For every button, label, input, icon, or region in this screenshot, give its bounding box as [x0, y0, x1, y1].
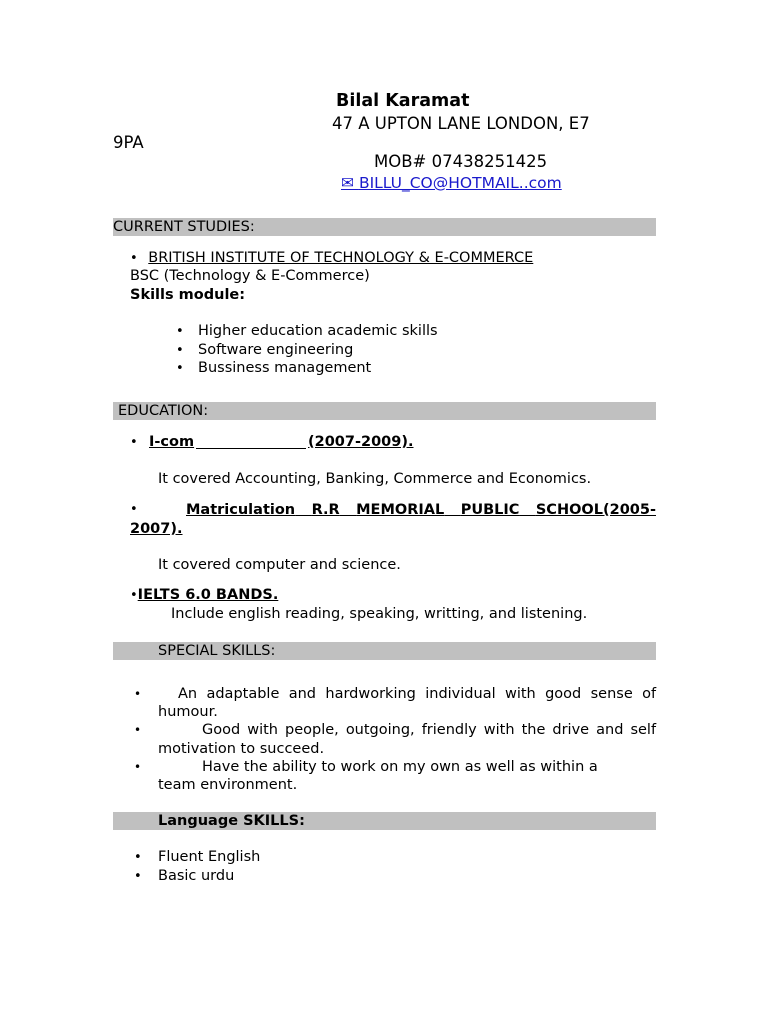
matric-word: PUBLIC: [460, 502, 520, 518]
address-line-1: 47 A UPTON LANE LONDON, E7: [332, 114, 590, 133]
education-heading: EDUCATION:: [118, 403, 209, 419]
bullet: •: [130, 588, 138, 603]
ielts-description: Include english reading, speaking, writting, and listening.: [171, 606, 588, 622]
word: Good: [202, 722, 241, 738]
word: drive: [552, 722, 590, 738]
matric-title-line-2: 2007).: [130, 521, 183, 537]
word: good: [545, 686, 582, 702]
email-link[interactable]: [341, 173, 562, 193]
icom-title: I-com: [149, 434, 195, 450]
icom-description: It covered Accounting, Banking, Commerce and Economics.: [158, 471, 592, 487]
skills-module-label: Skills module:: [130, 287, 246, 303]
word: individual: [425, 686, 496, 702]
bullet: •: [134, 723, 142, 737]
education-heading-bar: [113, 402, 656, 420]
matric-title-line-1: [186, 500, 656, 520]
current-studies-heading: CURRENT STUDIES:: [113, 219, 255, 235]
matric-word: Matriculation: [186, 502, 296, 518]
bullet: •: [134, 687, 142, 701]
special-skill-2-line-1: [202, 720, 656, 740]
matric-word: MEMORIAL: [356, 502, 445, 518]
degree-text: BSC (Technology & E-Commerce): [130, 268, 370, 284]
language-skills-heading: Language SKILLS:: [158, 813, 305, 829]
module-label: Bussiness management: [198, 360, 372, 376]
word: and: [596, 722, 624, 738]
special-skill-2-line-2: motivation to succeed.: [158, 741, 325, 757]
ielts-title: IELTS 6.0 BANDS.: [137, 587, 279, 603]
word: hardworking: [325, 686, 416, 702]
email-address: BILLU_CO@HOTMAIL..com: [358, 174, 562, 192]
word: with: [504, 686, 536, 702]
special-skill-1-line-2: humour.: [158, 704, 218, 720]
special-skill-3-line-2: team environment.: [158, 777, 298, 793]
current-studies-heading-bar: [113, 218, 656, 236]
special-skills-heading: SPECIAL SKILLS:: [158, 643, 276, 659]
matric-word: SCHOOL(2005-: [535, 502, 656, 518]
word: self: [630, 722, 657, 738]
icom-gap: [196, 432, 306, 449]
word: people,: [285, 722, 339, 738]
word: with: [247, 722, 278, 738]
matric-description: It covered computer and science.: [158, 557, 401, 573]
word: and: [288, 686, 317, 702]
module-item: [176, 321, 438, 342]
icom-item: [130, 432, 414, 453]
bullet: •: [176, 361, 184, 376]
bullet: •: [130, 435, 138, 450]
language-item: [134, 866, 235, 887]
word: sense: [590, 686, 633, 702]
matric-bullet: •: [130, 502, 138, 517]
special-skill-3-line-1: Have the ability to work on my own as well as within a: [202, 759, 598, 775]
module-item: [176, 358, 372, 379]
matric-word: R.R: [311, 502, 340, 518]
bullet: •: [134, 760, 142, 774]
word: of: [642, 686, 657, 702]
icom-years: (2007-2009).: [308, 434, 414, 450]
candidate-name: Bilal Karamat: [336, 91, 470, 111]
bullet: •: [176, 324, 184, 339]
language-label: Fluent English: [158, 849, 261, 865]
address-line-2: 9PA: [113, 133, 144, 152]
module-label: Software engineering: [198, 342, 354, 358]
module-label: Higher education academic skills: [198, 323, 438, 339]
bullet: •: [176, 343, 184, 358]
word: adaptable: [206, 686, 280, 702]
language-skills-heading-bar: [113, 812, 656, 830]
institute-name: BRITISH INSTITUTE OF TECHNOLOGY & E-COMMERCE: [148, 250, 534, 266]
special-skill-1-line-1: [178, 684, 656, 704]
bullet: •: [134, 869, 142, 884]
language-item: [134, 847, 261, 868]
language-label: Basic urdu: [158, 868, 235, 884]
bullet: •: [134, 850, 142, 865]
special-skills-heading-bar: [113, 642, 656, 660]
word: friendly: [421, 722, 477, 738]
word: with: [483, 722, 515, 738]
word: An: [178, 686, 198, 702]
bullet: •: [130, 251, 138, 266]
envelope-icon: ✉: [341, 174, 354, 192]
mobile-number: MOB# 07438251425: [374, 152, 548, 171]
ielts-item: [130, 585, 278, 606]
word: the: [521, 722, 546, 738]
word: outgoing,: [345, 722, 415, 738]
